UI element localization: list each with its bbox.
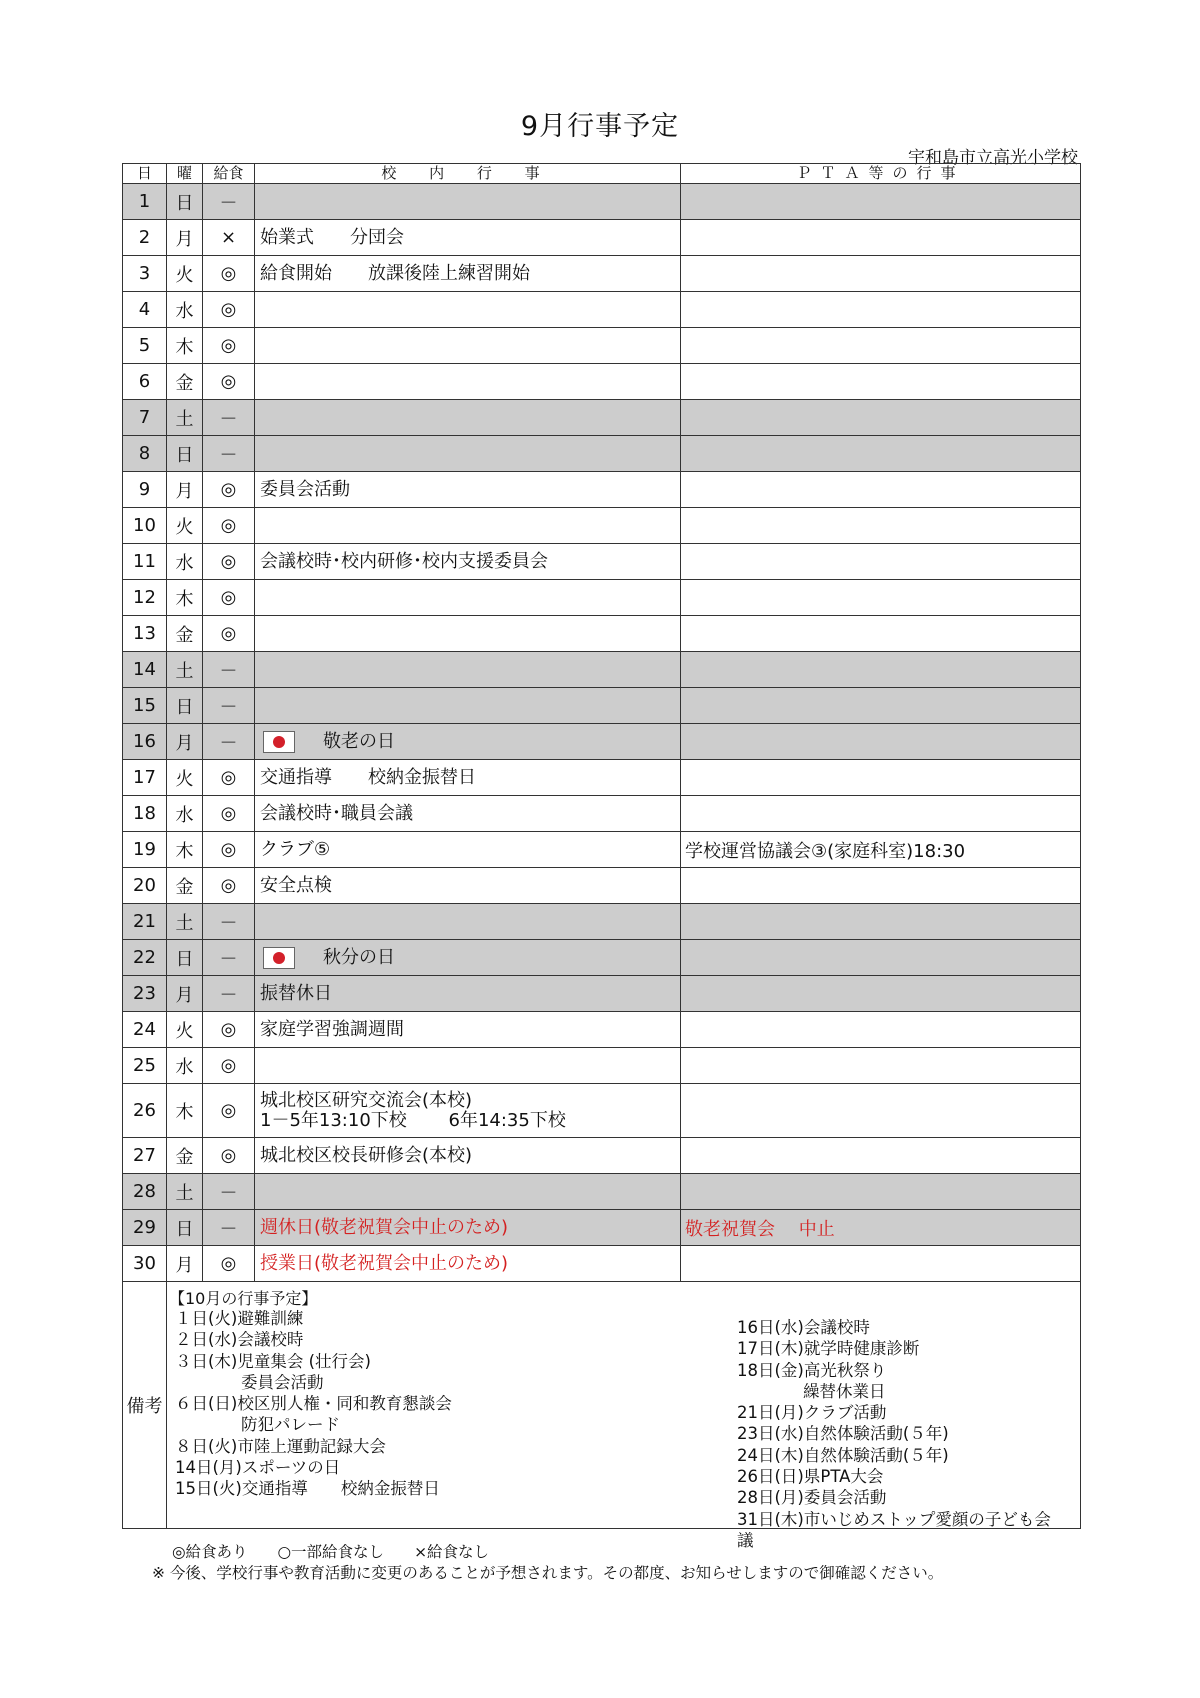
notes-item: 14日(月)スポーツの日 [175, 1458, 341, 1478]
meal-cell: － [203, 184, 255, 220]
notes-item: 16日(水)会議校時 [737, 1318, 870, 1337]
weekday-cell: 火 [167, 256, 203, 292]
school-event-cell [255, 328, 681, 364]
notes-row [123, 1282, 1081, 1529]
meal-cell: － [203, 400, 255, 436]
school-event-text: 週休日(敬老祝賀会中止のため) [260, 1216, 509, 1238]
japan-flag-icon [263, 947, 295, 969]
schedule-row [123, 796, 1081, 832]
day-cell: 15 [123, 688, 167, 724]
header-row [123, 164, 1081, 184]
school-event-cell [255, 400, 681, 436]
notes-item: ８日(火)市陸上運動記録大会 [175, 1436, 386, 1456]
day-cell: 2 [123, 220, 167, 256]
day-cell: 7 [123, 400, 167, 436]
meal-cell: ◎ [203, 1012, 255, 1048]
weekday-cell: 土 [167, 904, 203, 940]
notes-item: ３日(木)児童集会 (壮行会) [175, 1351, 371, 1371]
notes-item: 15日(火)交通指導 校納金振替日 [175, 1479, 440, 1499]
meal-legend [172, 1540, 519, 1562]
schedule-table [122, 163, 1081, 1550]
schedule-row [123, 400, 1081, 436]
school-event-cell [255, 1246, 681, 1282]
weekday-cell: 金 [167, 868, 203, 904]
pta-event-cell [681, 868, 1081, 904]
schedule-row [123, 1210, 1081, 1246]
header-day: 日 [123, 164, 167, 184]
day-cell: 3 [123, 256, 167, 292]
schedule-row [123, 328, 1081, 364]
school-event-text: 委員会活動 [260, 478, 350, 500]
pta-event-cell [681, 544, 1081, 580]
pta-event-cell [681, 976, 1081, 1012]
day-cell: 23 [123, 976, 167, 1012]
schedule-row [123, 256, 1081, 292]
schedule-row [123, 544, 1081, 580]
school-event-cell [255, 508, 681, 544]
day-cell: 28 [123, 1174, 167, 1210]
pta-event-cell [681, 1048, 1081, 1084]
weekday-cell: 水 [167, 796, 203, 832]
weekday-cell: 日 [167, 1210, 203, 1246]
school-event-cell [255, 904, 681, 940]
pta-event-cell [681, 760, 1081, 796]
school-event-cell [255, 724, 681, 760]
day-cell: 18 [123, 796, 167, 832]
school-event-text: クラブ⑤ [260, 838, 331, 860]
meal-cell: ◎ [203, 508, 255, 544]
weekday-cell: 木 [167, 328, 203, 364]
pta-event-cell [681, 364, 1081, 400]
flag-sun-icon [273, 952, 285, 964]
day-cell: 14 [123, 652, 167, 688]
meal-cell: － [203, 1174, 255, 1210]
pta-event-cell [681, 508, 1081, 544]
day-cell: 26 [123, 1084, 167, 1138]
day-cell: 29 [123, 1210, 167, 1246]
day-cell: 1 [123, 184, 167, 220]
school-event-text: 安全点検 [260, 874, 332, 896]
day-cell: 21 [123, 904, 167, 940]
header-pta-events: ＰＴＡ等の行事 [681, 164, 1081, 184]
weekday-cell: 月 [167, 724, 203, 760]
notes-item: ６日(日)校区別人権・同和教育懇談会 [175, 1394, 452, 1414]
school-event-cell [255, 688, 681, 724]
school-event-cell [255, 940, 681, 976]
pta-event-cell [681, 652, 1081, 688]
school-event-text: 会議校時･職員会議 [260, 802, 413, 824]
schedule-row [123, 1084, 1081, 1138]
weekday-cell: 火 [167, 508, 203, 544]
schedule-row [123, 904, 1081, 940]
schedule-body [123, 184, 1081, 1550]
school-event-text: 給食開始 放課後陸上練習開始 [260, 262, 530, 284]
weekday-cell: 水 [167, 544, 203, 580]
pta-event-cell [681, 580, 1081, 616]
school-event-cell [255, 1048, 681, 1084]
notes-item: 17日(木)就学時健康診断 [737, 1339, 920, 1359]
school-event-cell [255, 292, 681, 328]
school-name: 宇和島市立高光小学校 [908, 148, 1078, 168]
weekday-cell: 日 [167, 436, 203, 472]
school-event-cell [255, 1084, 681, 1138]
weekday-cell: 月 [167, 220, 203, 256]
pta-event-cell [681, 1084, 1081, 1138]
day-cell: 24 [123, 1012, 167, 1048]
meal-cell: × [203, 220, 255, 256]
day-cell: 30 [123, 1246, 167, 1282]
meal-cell: － [203, 652, 255, 688]
japan-flag-icon [263, 731, 295, 753]
weekday-cell: 月 [167, 1246, 203, 1282]
pta-event-cell [681, 400, 1081, 436]
pta-event-cell [681, 328, 1081, 364]
notes-right-list [737, 1317, 1051, 1551]
school-event-cell [255, 364, 681, 400]
weekday-cell: 木 [167, 580, 203, 616]
day-cell: 5 [123, 328, 167, 364]
schedule-row [123, 472, 1081, 508]
school-event-text: 授業日(敬老祝賀会中止のため) [260, 1252, 509, 1274]
meal-cell: ◎ [203, 256, 255, 292]
day-cell: 6 [123, 364, 167, 400]
notes-item: 18日(金)高光秋祭り [737, 1360, 887, 1380]
weekday-cell: 金 [167, 364, 203, 400]
meal-cell: － [203, 436, 255, 472]
schedule-row [123, 688, 1081, 724]
weekday-cell: 土 [167, 400, 203, 436]
meal-cell: ◎ [203, 1084, 255, 1138]
pta-event-cell [681, 1138, 1081, 1174]
schedule-row [123, 724, 1081, 760]
day-cell: 13 [123, 616, 167, 652]
notes-item: 31日(木)市いじめストップ愛顔の子ども会 [737, 1509, 1051, 1529]
pta-event-cell [681, 688, 1081, 724]
day-cell: 16 [123, 724, 167, 760]
schedule-row [123, 652, 1081, 688]
pta-event-cell [681, 436, 1081, 472]
notes-item: ２日(水)会議校時 [175, 1330, 304, 1350]
day-cell: 22 [123, 940, 167, 976]
meal-cell: ◎ [203, 796, 255, 832]
day-cell: 8 [123, 436, 167, 472]
school-event-cell [255, 796, 681, 832]
pta-event-cell [681, 1174, 1081, 1210]
notes-label: 備考 [123, 1282, 167, 1529]
notes-item: 24日(木)自然体験活動(５年) [737, 1445, 949, 1465]
school-event-cell [255, 472, 681, 508]
weekday-cell: 土 [167, 652, 203, 688]
weekday-cell: 火 [167, 1012, 203, 1048]
pta-event-cell: 学校運営協議会③(家庭科室)18:30 [681, 832, 1081, 868]
schedule-row [123, 1246, 1081, 1282]
pta-event-cell [681, 220, 1081, 256]
schedule-row [123, 868, 1081, 904]
notes-item: 繰替休業日 [737, 1381, 886, 1401]
school-event-text: 城北校区校長研修会(本校) [260, 1144, 473, 1166]
schedule-row [123, 976, 1081, 1012]
schedule-row [123, 616, 1081, 652]
day-cell: 12 [123, 580, 167, 616]
pta-event-cell: 敬老祝賀会 中止 [681, 1210, 1081, 1246]
school-event-cell [255, 976, 681, 1012]
meal-cell: － [203, 904, 255, 940]
day-cell: 19 [123, 832, 167, 868]
school-event-cell [255, 652, 681, 688]
day-cell: 10 [123, 508, 167, 544]
school-event-cell [255, 1174, 681, 1210]
schedule-row [123, 292, 1081, 328]
header-meal: 給食 [203, 164, 255, 184]
pta-event-cell [681, 616, 1081, 652]
weekday-cell: 月 [167, 976, 203, 1012]
meal-cell: － [203, 688, 255, 724]
meal-cell: ◎ [203, 1138, 255, 1174]
meal-cell: ◎ [203, 292, 255, 328]
school-event-cell [255, 184, 681, 220]
page-title: 9月行事予定 [520, 111, 680, 142]
schedule-row [123, 220, 1081, 256]
school-event-text: 家庭学習強調週間 [260, 1018, 404, 1040]
schedule-row [123, 1138, 1081, 1174]
meal-cell: ◎ [203, 832, 255, 868]
notes-item: 21日(月)クラブ活動 [737, 1403, 887, 1423]
notes-box [167, 1282, 1080, 1550]
weekday-cell: 日 [167, 940, 203, 976]
meal-cell: － [203, 724, 255, 760]
pta-event-cell [681, 1246, 1081, 1282]
meal-cell: ◎ [203, 1246, 255, 1282]
notes-item: 議 [737, 1530, 754, 1550]
pta-event-cell [681, 904, 1081, 940]
school-event-cell [255, 256, 681, 292]
weekday-cell: 金 [167, 616, 203, 652]
day-cell: 25 [123, 1048, 167, 1084]
header-dow: 曜 [167, 164, 203, 184]
weekday-cell: 金 [167, 1138, 203, 1174]
day-cell: 20 [123, 868, 167, 904]
meal-cell: ◎ [203, 328, 255, 364]
meal-cell: ◎ [203, 868, 255, 904]
schedule-row [123, 832, 1081, 868]
pta-event-cell [681, 1012, 1081, 1048]
meal-cell: － [203, 940, 255, 976]
schedule-row [123, 1012, 1081, 1048]
school-event-text: 会議校時･校内研修･校内支援委員会 [260, 550, 548, 572]
meal-cell: － [203, 1210, 255, 1246]
schedule-row [123, 1048, 1081, 1084]
meal-cell: ◎ [203, 472, 255, 508]
school-event-cell [255, 220, 681, 256]
meal-cell: ◎ [203, 616, 255, 652]
pta-event-cell [681, 940, 1081, 976]
schedule-row [123, 940, 1081, 976]
notes-heading: 【10月の行事予定】 [169, 1289, 318, 1308]
schedule-row [123, 436, 1081, 472]
weekday-cell: 土 [167, 1174, 203, 1210]
weekday-cell: 日 [167, 184, 203, 220]
legend-item: ○一部給食なし [277, 1543, 385, 1561]
day-cell: 4 [123, 292, 167, 328]
school-event-text: 秋分の日 [323, 946, 395, 968]
school-event-cell [255, 580, 681, 616]
pta-event-cell [681, 256, 1081, 292]
header-school-events: 校 内 行 事 [255, 164, 681, 184]
pta-event-cell [681, 292, 1081, 328]
school-event-cell [255, 1210, 681, 1246]
legend-item: ◎給食あり [172, 1543, 248, 1561]
weekday-cell: 木 [167, 1084, 203, 1138]
pta-event-cell [681, 184, 1081, 220]
day-cell: 27 [123, 1138, 167, 1174]
notes-item: 28日(月)委員会活動 [737, 1488, 887, 1508]
notes-item: 26日(日)県PTA大会 [737, 1467, 884, 1487]
schedule-row [123, 1174, 1081, 1210]
school-event-cell [255, 544, 681, 580]
schedule-row [123, 508, 1081, 544]
meal-cell: － [203, 976, 255, 1012]
school-event-cell [255, 436, 681, 472]
school-event-text: 城北校区研究交流会(本校) [260, 1089, 473, 1111]
schedule-row [123, 580, 1081, 616]
footnote: ※ 今後、学校行事や教育活動に変更のあることが予想されます。その都度、お知らせしますので御確認ください。 [152, 1564, 944, 1582]
notes-item: １日(火)避難訓練 [175, 1309, 304, 1328]
school-event-cell [255, 1138, 681, 1174]
schedule-row [123, 364, 1081, 400]
school-event-text: 1－5年13:10下校 6年14:35下校 [260, 1109, 566, 1131]
notes-left-list [175, 1308, 452, 1500]
weekday-cell: 水 [167, 1048, 203, 1084]
flag-sun-icon [273, 736, 285, 748]
notes-item: 委員会活動 [175, 1372, 324, 1392]
meal-cell: ◎ [203, 544, 255, 580]
day-cell: 17 [123, 760, 167, 796]
school-event-text: 振替休日 [260, 982, 332, 1004]
legend-item: ×給食なし [414, 1543, 490, 1561]
day-cell: 11 [123, 544, 167, 580]
weekday-cell: 火 [167, 760, 203, 796]
pta-event-cell [681, 472, 1081, 508]
school-event-text: 交通指導 校納金振替日 [260, 766, 476, 788]
pta-event-cell [681, 796, 1081, 832]
school-event-cell [255, 832, 681, 868]
weekday-cell: 日 [167, 688, 203, 724]
school-event-cell [255, 1012, 681, 1048]
weekday-cell: 月 [167, 472, 203, 508]
day-cell: 9 [123, 472, 167, 508]
weekday-cell: 木 [167, 832, 203, 868]
school-event-cell [255, 868, 681, 904]
meal-cell: ◎ [203, 760, 255, 796]
school-event-text: 敬老の日 [323, 730, 395, 752]
pta-event-cell [681, 724, 1081, 760]
meal-cell: ◎ [203, 580, 255, 616]
meal-cell: ◎ [203, 1048, 255, 1084]
school-event-text: 始業式 分団会 [260, 226, 404, 248]
weekday-cell: 水 [167, 292, 203, 328]
schedule-row [123, 184, 1081, 220]
meal-cell: ◎ [203, 364, 255, 400]
school-event-cell [255, 760, 681, 796]
schedule-row [123, 760, 1081, 796]
school-event-cell [255, 616, 681, 652]
notes-item: 防犯パレード [175, 1415, 340, 1435]
notes-item: 23日(水)自然体験活動(５年) [737, 1424, 949, 1444]
